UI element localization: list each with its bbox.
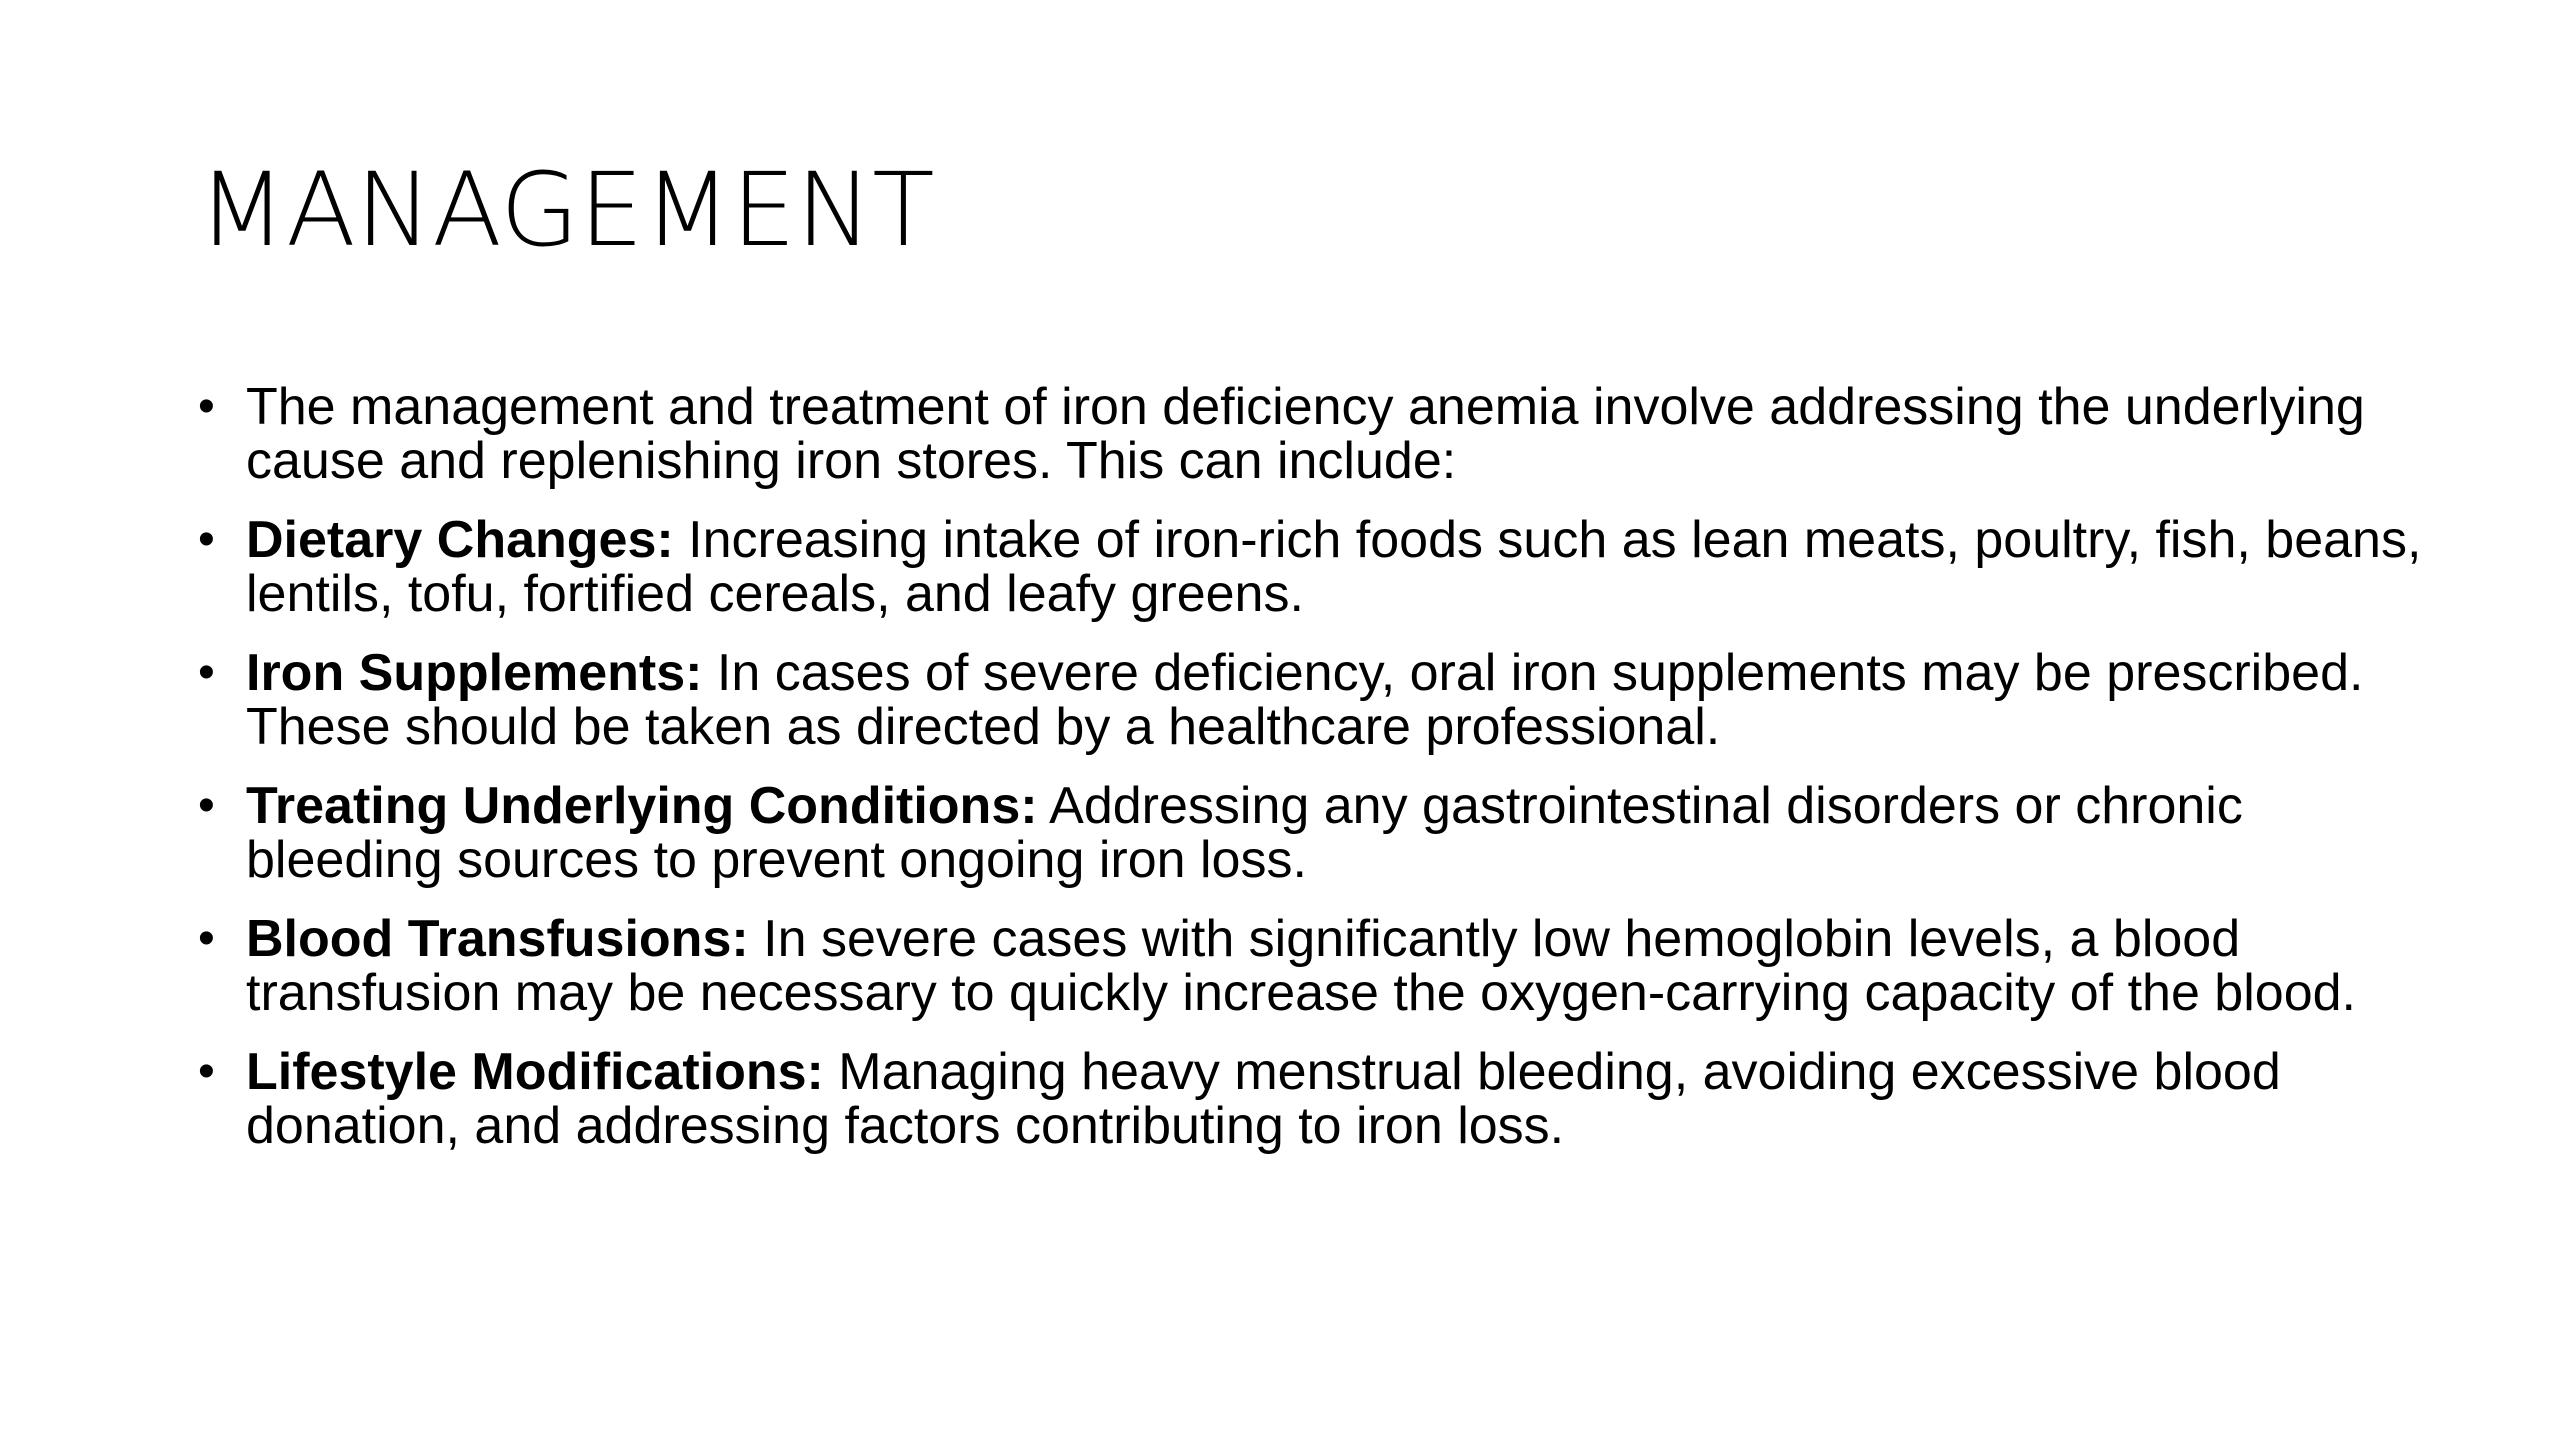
bullet-item-iron-supplements (198, 646, 2438, 754)
bullet-term: Treating Underlying Conditions: (246, 777, 1038, 835)
bullet-text: Managing heavy menstrual bleeding, avoiding excessive blood donation, and addressing factors contributing to iron loss. (246, 1043, 2281, 1155)
bullet-text: In severe cases with significantly low hemoglobin levels, a blood transfusion may be necessary to quickly increase the oxygen-carrying capacity of the blood. (246, 910, 2356, 1022)
bullet-term: Dietary Changes: (246, 511, 674, 569)
bullet-item-treating-underlying-conditions (198, 779, 2438, 887)
bullet-term: Iron Supplements: (246, 644, 703, 702)
slide-title: MANAGEMENT (198, 151, 935, 270)
bullet-dot-icon: • (198, 380, 215, 433)
bullet-dot-icon: • (198, 513, 215, 566)
bullet-list (198, 380, 2438, 1178)
bullet-term: Lifestyle Modifications: (246, 1043, 824, 1101)
bullet-dot-icon: • (198, 646, 215, 699)
bullet-text: Addressing any gastrointestinal disorders or chronic bleeding sources to prevent ongoing iron loss. (246, 777, 2243, 889)
bullet-text: In cases of severe deficiency, oral iron supplements may be prescribed. These should be taken as directed by a healthcare professional. (246, 644, 2364, 756)
bullet-text: Increasing intake of iron-rich foods such as lean meats, poultry, fish, beans, lentils, tofu, fortified cereals, and leafy greens. (246, 511, 2422, 623)
bullet-item-intro (198, 380, 2438, 488)
bullet-item-lifestyle-modifications (198, 1045, 2438, 1153)
bullet-text: The management and treatment of iron deficiency anemia involve addressing the underlying cause and replenishing iron stores. This can include: (246, 378, 2365, 490)
bullet-dot-icon: • (198, 779, 215, 832)
bullet-item-blood-transfusions (198, 912, 2438, 1020)
bullet-dot-icon: • (198, 912, 215, 965)
bullet-term: Blood Transfusions: (246, 910, 749, 968)
bullet-item-dietary-changes (198, 513, 2438, 621)
bullet-dot-icon: • (198, 1045, 215, 1098)
